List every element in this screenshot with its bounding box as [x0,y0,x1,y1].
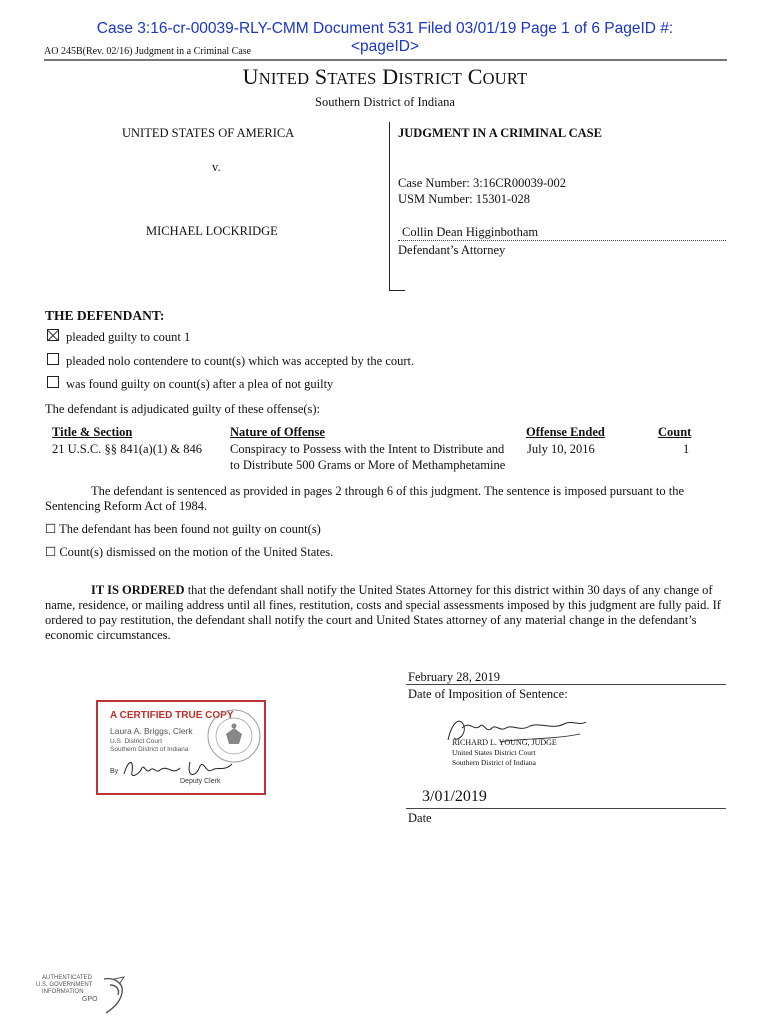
doc-title: JUDGMENT IN A CRIMINAL CASE [398,126,602,140]
header-rule [44,59,727,61]
imposition-date: February 28, 2019 [408,670,500,684]
attorney-label: Defendant’s Attorney [398,243,506,257]
order-line-3: ordered to pay restitution, the defendant shall notify the court and United States attorney of any material change in the defendant’s [45,613,697,627]
col-offense-ended: Offense Ended [526,425,605,439]
stamp-clerk: Laura A. Briggs, Clerk [110,726,193,736]
gpo-line-3: INFORMATION [42,989,84,995]
imposition-rule [406,684,726,685]
gpo-line-1: AUTHENTICATED [42,975,92,981]
gpo-line-4: GPO [82,996,98,1003]
versus: v. [212,160,221,174]
stamp-by: By [110,768,119,775]
stamp-court: U.S. District Court [110,738,163,745]
stamp-title: A CERTIFIED TRUE COPY [110,710,234,721]
col-title-section: Title & Section [52,425,133,439]
attorney-line [398,240,726,241]
adjudicated-text: The defendant is adjudicated guilty of these offense(s): [45,402,321,416]
signed-date: 3/01/2019 [422,788,487,805]
plaintiff: UNITED STATES OF AMERICA [122,126,295,140]
gpo-line-2: U.S. GOVERNMENT [36,982,93,988]
row-count: 1 [683,442,690,456]
imposition-label: Date of Imposition of Sentence: [408,687,568,701]
checkbox-nolo[interactable] [47,353,59,365]
case-number: Case Number: 3:16CR00039-002 [398,176,567,190]
dismissed-line: ☐ Count(s) dismissed on the motion of the United States. [45,545,334,559]
court-district: Southern District of Indiana [315,95,455,109]
gpo-authentication-seal [36,975,136,1020]
row-ended: July 10, 2016 [527,442,595,456]
stamp-deputy: Deputy Clerk [180,778,221,785]
court-title: UNITED STATES DISTRICT COURT [242,64,528,89]
checkbox-found-guilty[interactable] [47,376,59,388]
judge-court: United States District Court [452,748,536,757]
row-nature-1: Conspiracy to Possess with the Intent to Distribute and [230,442,505,456]
certified-copy-stamp [96,700,266,795]
order-line-1: IT IS ORDERED that the defendant shall notify the United States Attorney for this district within 30 days of any change of [91,583,713,597]
attorney-name: Collin Dean Higginbotham [402,225,539,239]
caption-divider-foot [389,290,405,291]
sentence-text-2: Sentencing Reform Act of 1984. [45,499,208,513]
eagle-icon [100,975,130,1015]
sentence-text-1: The defendant is sentenced as provided in pages 2 through 6 of this judgment. The sentence is imposed pursuant to the [91,484,685,498]
option-found-guilty: was found guilty on count(s) after a plea of not guilty [66,377,334,391]
order-line-2: name, residence, or mailing address until all fines, restitution, costs and special assessments imposed by this judgment are fully paid. If [45,598,721,612]
defendant-heading: THE DEFENDANT: [45,308,165,323]
row-nature-2: to Distribute 500 Grams or More of Methamphetamine [230,458,506,472]
usm-number: USM Number: 15301-028 [398,192,530,206]
ecf-header-pageid: <pageID> [350,38,420,55]
option-pleaded-guilty: pleaded guilty to count 1 [66,330,191,344]
option-nolo: pleaded nolo contendere to count(s) which was accepted by the court. [66,354,415,368]
stamp-district: Southern District of Indiana [110,746,189,753]
checkbox-pleaded-guilty[interactable] [47,329,59,341]
not-guilty-line: ☐ The defendant has been found not guilty on count(s) [45,522,321,536]
col-count: Count [658,425,692,439]
ecf-header-line: Case 3:16-cr-00039-RLY-CMM Document 531 Filed 03/01/19 Page 1 of 6 PageID #: [96,20,674,37]
defendant-name: MICHAEL LOCKRIDGE [146,224,278,238]
col-nature: Nature of Offense [230,425,325,439]
signed-rule [406,808,726,809]
row-title-section: 21 U.S.C. §§ 841(a)(1) & 846 [52,442,202,456]
judge-district: Southern District of Indiana [452,758,536,767]
signed-label: Date [408,811,432,825]
order-line-4: economic circumstances. [45,628,171,642]
form-id: AO 245B(Rev. 02/16) Judgment in a Criminal Case [44,46,252,57]
caption-divider [389,122,390,291]
judge-name: RICHARD L. YOUNG, JUDGE [452,738,557,747]
